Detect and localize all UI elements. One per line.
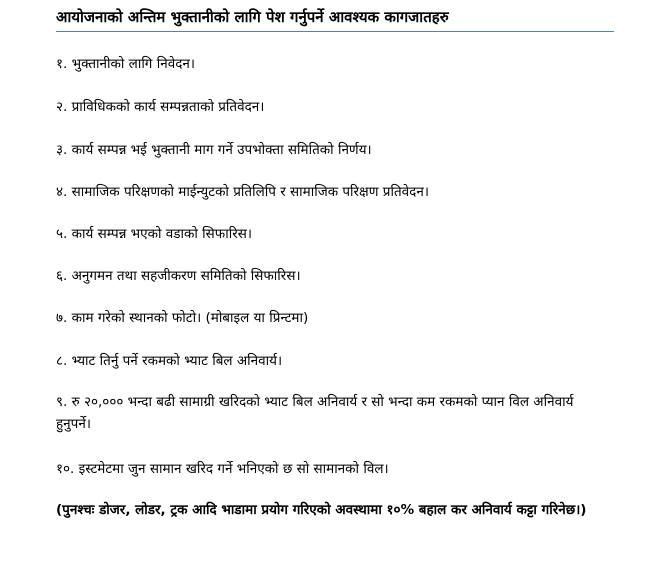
- list-item-8: ८. भ्याट तिर्नु पर्ने रकमको भ्याट बिल अनिवार्य।: [56, 353, 283, 369]
- document-heading: आयोजनाको अन्तिम भुक्तानीको लागि पेश गर्नुपर्ने आवश्यक कागजातहरु: [56, 8, 449, 26]
- list-item-1: १. भुक्तानीको लागि निवेदन।: [56, 56, 195, 72]
- list-item-3: ३. कार्य सम्पन्न भई भुक्तानी माग गर्ने उपभोक्ता समितिको निर्णय।: [56, 142, 372, 158]
- list-item-2: २. प्राविधिकको कार्य सम्पन्नताको प्रतिवेदन।: [56, 99, 265, 115]
- heading-underline: [56, 31, 614, 32]
- list-item-7: ७. काम गरेको स्थानको फोटो। (मोबाइल या प्रिन्टमा): [56, 310, 309, 326]
- list-item-9: ९. रु २०,००० भन्दा बढी सामाग्री खरिदको भ्याट बिल अनिवार्य र सो भन्दा कम रकमको प्यान विल अनिवार्य हुनुपर्ने।: [56, 394, 574, 432]
- list-item-5: ५. कार्य सम्पन्न भएको वडाको सिफारिस।: [56, 226, 252, 242]
- list-item-6: ६. अनुगमन तथा सहजीकरण समितिको सिफारिस।: [56, 268, 301, 284]
- list-item-10: १०. इस्टमेटमा जुन सामान खरिद गर्ने भनिएको छ सो सामानको विल।: [56, 461, 389, 477]
- footnote: (पुनश्चः डोजर, लोडर, ट्रक आदि भाडामा प्रयोग गरिएको अवस्थामा १०% बहाल कर अनिवार्य कट्टा गरिनेछ।): [56, 502, 587, 518]
- list-item-4: ४. सामाजिक परिक्षणको माईन्युटको प्रतिलिपि र सामाजिक परिक्षण प्रतिवेदन।: [56, 184, 429, 200]
